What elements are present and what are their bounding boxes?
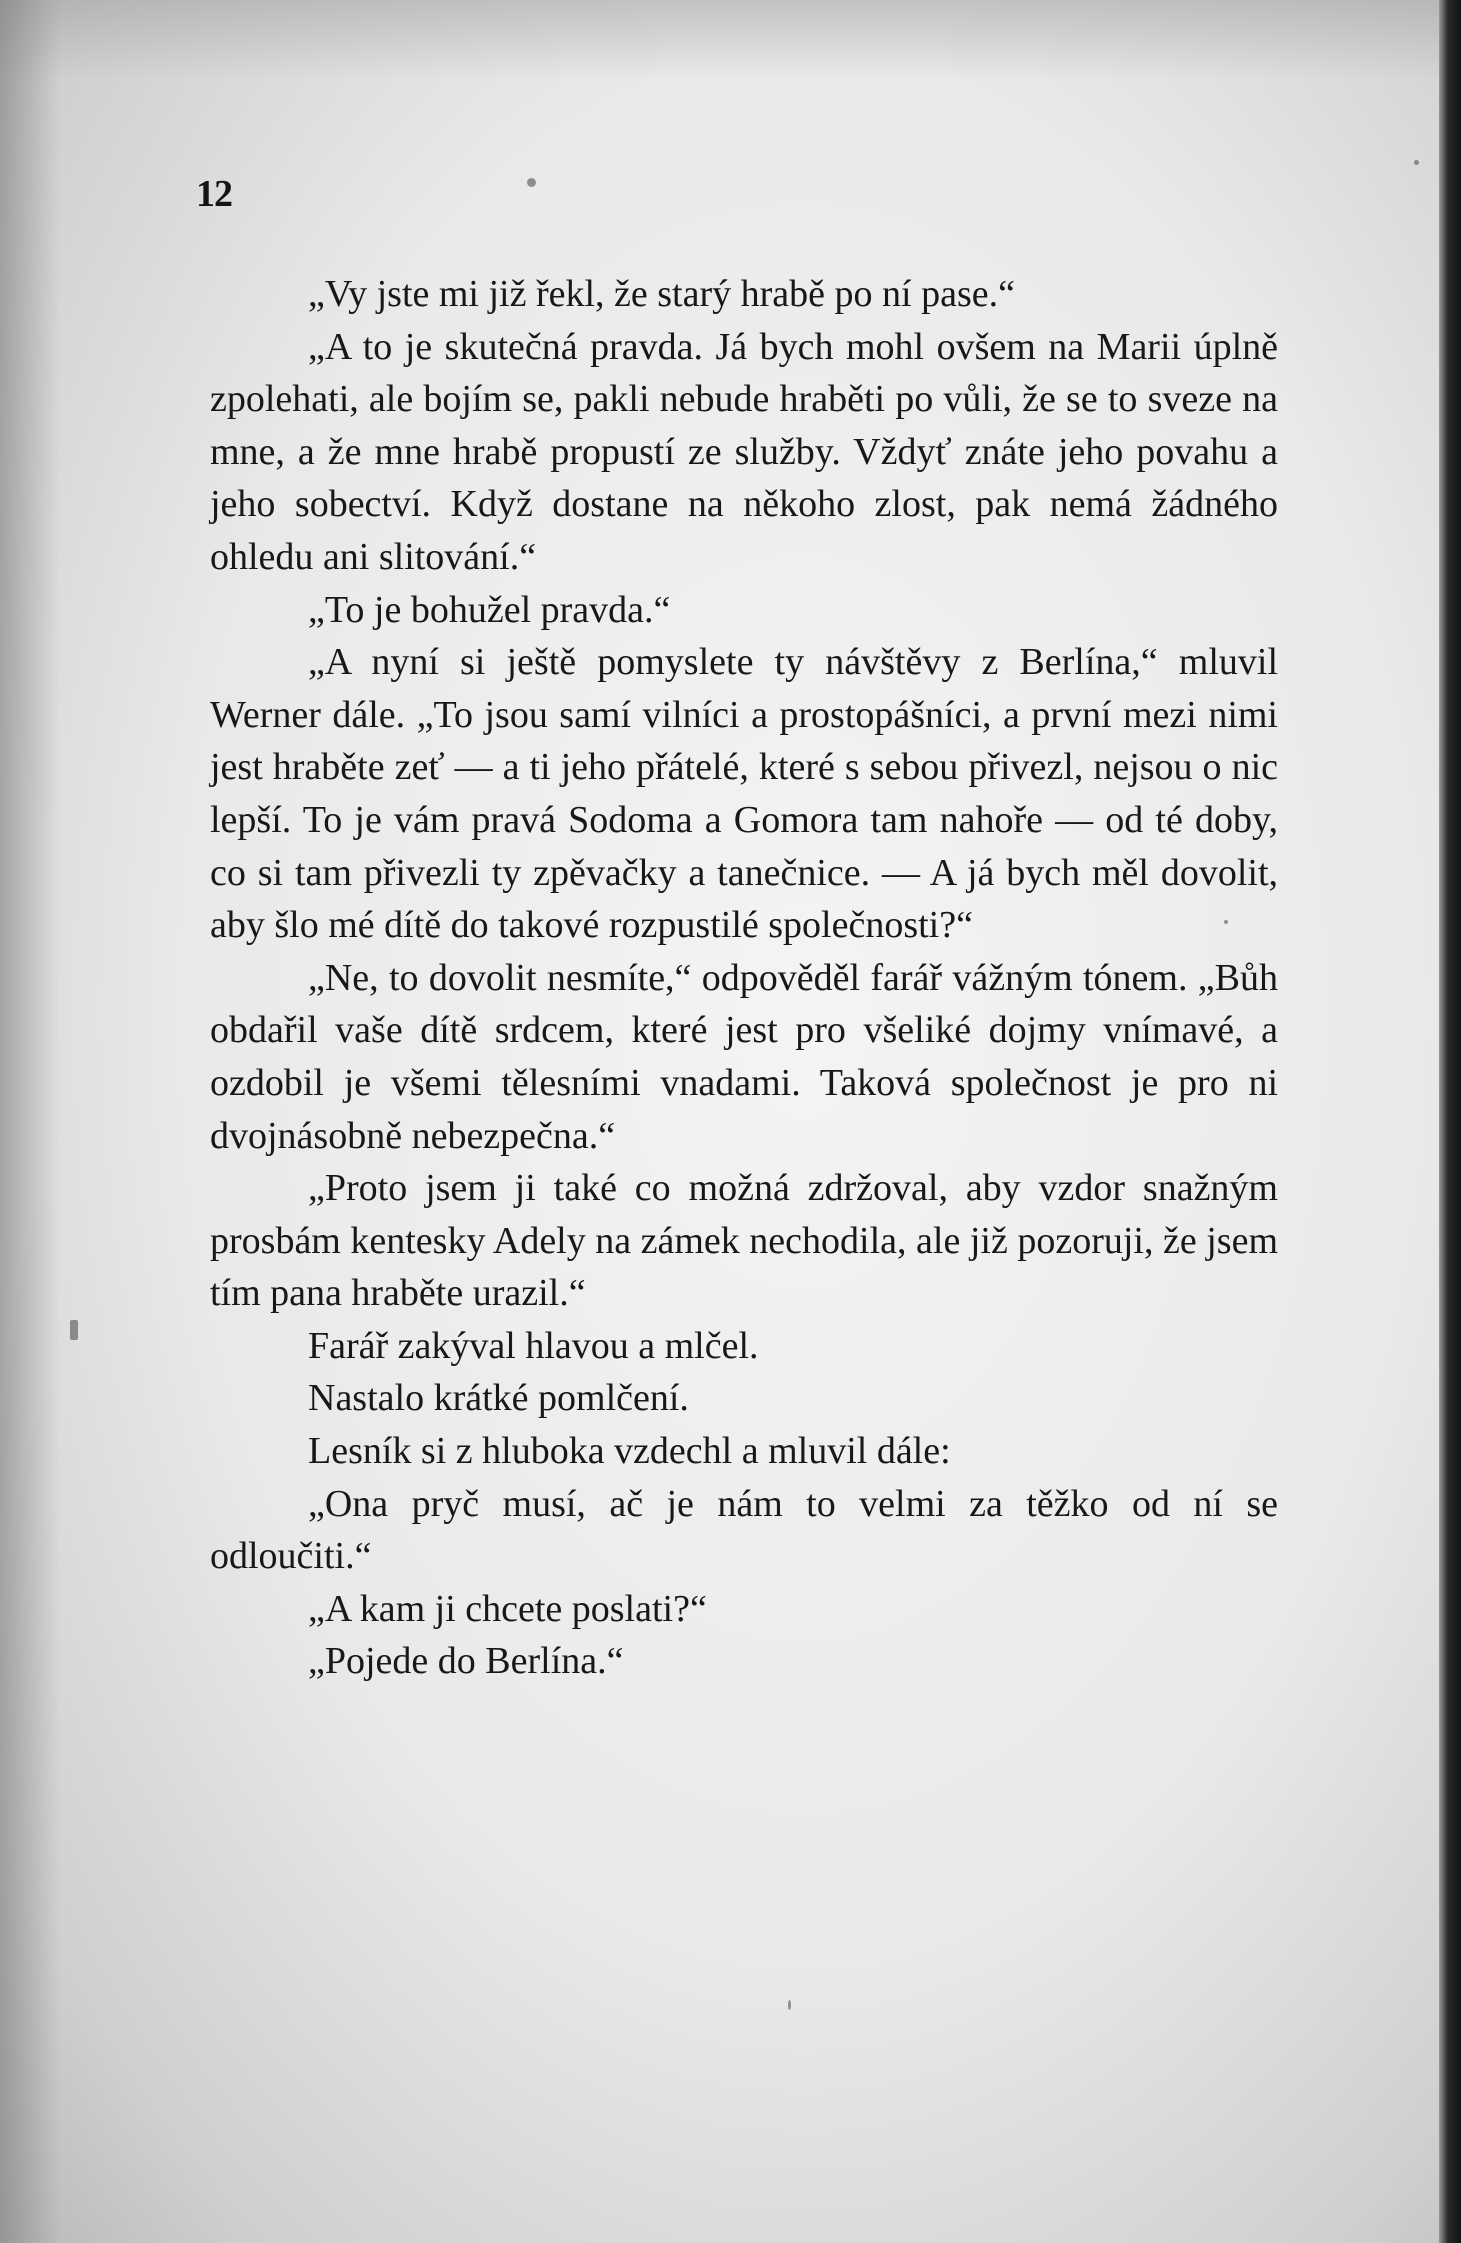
- paragraph-12: „Pojede do Berlína.“: [308, 1640, 624, 1683]
- paragraph-8: Nastalo krátké pomlčení.: [308, 1377, 689, 1420]
- paragraph-11: „A kam ji chcete poslati?“: [308, 1587, 707, 1630]
- body-text: [210, 268, 1278, 1688]
- paragraph-6: „Proto jsem ji také co možná zdržoval, aby vzdor snažným prosbám kentesky Adely na zámek nechodila, ale již pozoruji, že jsem tím pana hraběte urazil.“: [210, 1167, 1278, 1315]
- paragraph-2: „A to je skutečná pravda. Já bych mohl ovšem na Marii úplně zpolehati, ale bojím se, pakli nebude hraběti po vůli, že se to sveze na mne, a že mne hrabě propustí ze služby. Vždyť znáte jeho povahu a jeho sobectví. Když dostane na někoho zlost, pak nemá žádného ohledu ani slitování.“: [210, 325, 1278, 578]
- paragraph-10: „Ona pryč musí, ač je nám to velmi za těžko od ní se odloučiti.“: [210, 1482, 1278, 1578]
- page-number: 12: [196, 173, 232, 215]
- paragraph-1: „Vy jste mi již řekl, že starý hrabě po ní pase.“: [308, 273, 1015, 315]
- paragraph-4: „A nyní si ještě pomyslete ty návštěvy z Berlína,“ mluvil Werner dále. „To jsou samí vilníci a prostopášníci, a první mezi nimi jest hraběte zeť — a ti jeho přátelé, které s sebou přivezl, nejsou o nic lepší. To je vám pravá Sodoma a Gomora tam nahoře — od té doby, co si tam přivezli ty zpěvačky a tanečnice. — A já bych měl dovolit, aby šlo mé dítě do takové rozpustilé společnosti?“: [210, 641, 1278, 947]
- top-shadow: [0, 0, 1461, 80]
- paragraph-3: „To je bohužel pravda.“: [308, 588, 671, 631]
- paragraph-7: Farář zakýval hlavou a mlčel.: [308, 1324, 759, 1367]
- left-shadow: [0, 0, 60, 2243]
- paragraph-9: Lesník si z hluboka vzdechl a mluvil dále:: [308, 1430, 951, 1473]
- right-binding-edge: [1439, 0, 1461, 2243]
- paragraph-5: „Ne, to dovolit nesmíte,“ odpověděl farář vážným tónem. „Bůh obdařil vaše dítě srdcem, které jest pro všeliké dojmy vnímavé, a ozdobil je všemi tělesními vnadami. Taková společnost je pro ni dvojnásobně nebezpečna.“: [210, 956, 1278, 1157]
